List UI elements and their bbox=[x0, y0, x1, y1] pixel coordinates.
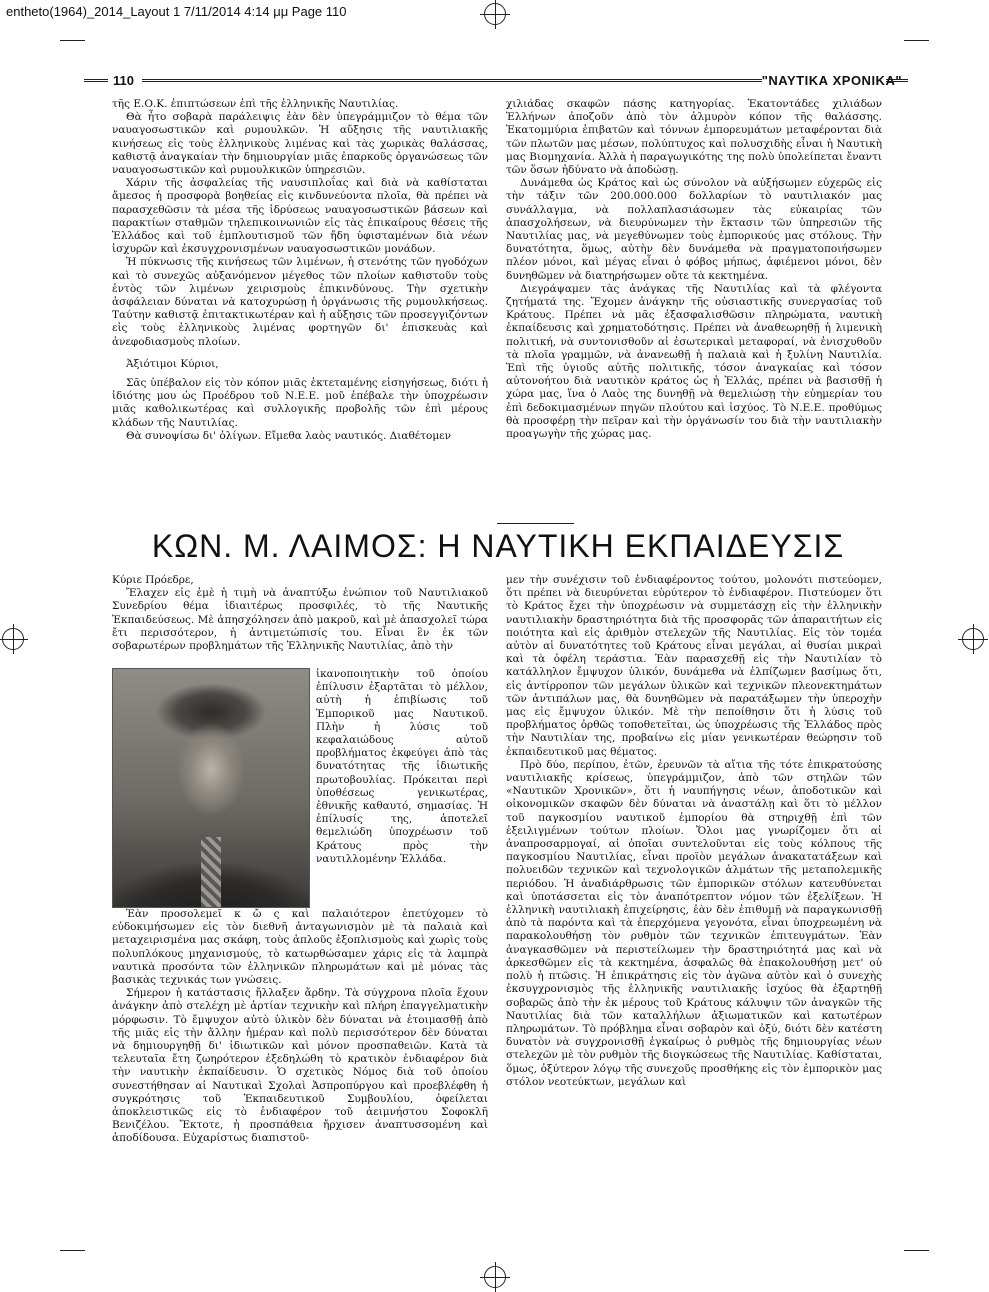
crop-mark bbox=[60, 1250, 85, 1251]
bottom-left-intro bbox=[112, 574, 488, 653]
paragraph: Θὰ συνοψίσω δι' ὀλίγων. Εἴμεθα λαὸς ναυτικός. Διαθέτομεν bbox=[126, 429, 451, 442]
paragraph: Ἡ πύκνωσις τῆς κινήσεως τῶν λιμένων, ἡ στενότης τῶν ηγοδόχων καὶ τὸ συνεχῶς αὐξανόμενον μέγεθος τῶν πλοίων καθιστοῦν τοὺς ἐντὸς τῶν λιμένων χειρισμοὺς ἐπικινδύνους. Τὴν σχετικὴν ἀσφάλειαν δύναται νὰ κατοχυρώσῃ ἡ ὀργάνωσις τῆς ρυμουλκήσεως. Ταύτην καθιστᾷ ἐπιτακτικωτέραν καὶ ἡ αὔξησις τῶν προσεγγιζόντων εἰς τοὺς ἑλληνικοὺς λιμένας φορτηγῶν δι' ἐπισκευὰς καὶ ἀνεφοδιασμοὺς πλοίων. bbox=[112, 256, 488, 348]
crop-mark bbox=[904, 40, 929, 41]
top-right-column bbox=[506, 98, 882, 441]
header-rule bbox=[142, 79, 762, 82]
page-number: 110 bbox=[113, 73, 134, 88]
registration-mark-top bbox=[484, 3, 506, 25]
paragraph: Ἔλαχεν εἰς ἐμὲ ἡ τιμὴ νὰ ἀναπτύξω ἐνώπιον τοῦ Ναυτιλιακοῦ Συνεδρίου θέμα ἰδιαιτέρως προσφιλές, τὸ τῆς Ναυτικῆς Ἐκπαιδεύσεως. Μὲ ἀπησχόλησεν ἀπὸ μακροῦ, καὶ μὲ ἀπασχολεῖ τώρα ἔτι περισσότερον, ἡ ἀντιμετώπισίς του. Εἶναι ἓν ἐκ τῶν σοβαρωτέρων προβλημάτων τῆς Ἑλληνικῆς Ναυτιλίας, ἀπὸ τὴν bbox=[112, 587, 488, 653]
salutation: Κύριε Πρόεδρε, bbox=[112, 574, 194, 586]
paragraph: Δυνάμεθα ὡς Κράτος καὶ ὡς σύνολον νὰ αὐξήσωμεν εὐχερῶς εἰς τὴν τάξιν τῶν 200.000.000 δολλαρίων τὸ ναυτιλιακόν μας συνάλλαγμα, νὰ πολλαπλασιάσωμεν τὰς εὐκαιρίας τῶν ἀπασχολήσεων, νὰ διευρύνωμεν τὴν ἔκτασιν τῶν ὑπηρεσιῶν τῆς Ναυτιλίας μας, νὰ μεγεθύνωμεν τοὺς ἐμπορικούς μας στόλους. Τὴν δυνατότητα, ὅμως, αὐτὴν δὲν δυνάμεθα νὰ πραγματοποιήσωμεν πλέον μόνοι, καὶ μέγας εἶναι ὁ φόβος μήπως, ἀφιέμενοι μόνοι, δὲν δυνηθῶμεν νὰ διατηρήσωμεν οὔτε τὰ κεκτημένα. bbox=[506, 177, 882, 282]
paragraph: Θὰ ἦτο σοβαρὰ παράλειψις ἐὰν δὲν ὑπεγράμμιζον τὸ θέμα τῶν ναυαγοσωστικῶν καὶ ρυμουλκῶν. Ἡ αὔξησις τῆς ναυτιλιακῆς κινήσεως εἰς τοὺς ἑλληνικοὺς λιμένας καὶ τὰς χωρικὰς θαλάσσας, καθιστᾷ ἀναγκαίαν τὴν δημιουργίαν μιᾶς ἐπαρκοῦς ὀργανώσεως τῶν ναυαγοσωστικῶν καὶ ρυμουλκικῶν ὑπηρεσιῶν. bbox=[112, 111, 488, 177]
author-portrait-photo bbox=[112, 668, 310, 908]
paragraph: Ἐὰν προσολεμεῖ κ ὤ ς καὶ παλαιότερον ἐπετύχομεν τὸ εὐδοκιμήσωμεν εἰς τὸν διεθνῆ ἀνταγωνισμὸν μὲ τὰ παλαιὰ καὶ μεταχειρισμένα μας σκάφη, τοὺς ἁπλοῦς ἐξοπλισμοὺς καὶ χωρὶς τοὺς πολυπλόκους μηχανισμούς, τὸ κατωρθώσαμεν χάρις εἰς τὰ λαμπρὰ ναυτικὰ προσόντα τῶν ἑλληνικῶν πληρωμάτων καὶ μὲ μόνας τὰς βασικὰς τεχνικάς των γνώσεις. bbox=[112, 908, 488, 987]
paragraph: Χάριν τῆς ἀσφαλείας τῆς ναυσιπλοΐας καὶ διὰ νὰ καθίσταται ἄμεσος ἡ προσφορὰ βοηθείας εἰς κινδυνεύοντα πλοῖα, θὰ πρέπει νὰ παρασχεθῶσιν τὰ μέσα τῆς ἱδρύσεως ναυαγοσωστικῶν βάσεων καὶ παρακτίων σταθμῶν τηλεπικοινωνιῶν εἰς τὰς ἐπικαίρους θέσεις τῆς Ἑλλάδος καὶ τοῦ ἐμπλουτισμοῦ τῶν ἤδη ὑφισταμένων διὰ νέων ἰσχυρῶν καὶ ἐκσυγχρονισμένων ναυαγοσωστικῶν μονάδων. bbox=[112, 177, 488, 256]
paragraph: μεν τὴν συνέχισιν τοῦ ἐνδιαφέροντος τούτου, μολονότι πιστεύομεν, ὅτι πρέπει νὰ διευρύνεται εὐρύτερον τὸ ἐνδιαφέρον. Πιστεύομεν ὅτι τὸ Κράτος ἔχει τὴν ὑποχρέωσιν νὰ συμμετάσχῃ εἰς τὴν ἑλληνικὴν ναυτιλιακὴν δραστηριότητα διὰ τῆς προσφορᾶς τῶν ἀπαραιτήτων εἰς ποιότητα καὶ εἰς ἀριθμὸν στελεχῶν τῆς Ναυτιλίας. Εἰς τὸν τομέα αὐτὸν αἱ δυνατότητες τοῦ Κράτους εἶναι μεγάλαι, αἱ θυσίαι μικραὶ καὶ τὰ ὀφέλη τεράστια. Ἐὰν παρασχεθῇ εἰς τὴν Ναυτιλίαν τὸ κατάλληλον ἔμψυχον ὑλικόν, δυνάμεθα νὰ ἐλπίζωμεν βασίμως ὅτι, εἰς ἀντίρροπον τῶν μεγάλων ὑλικῶν καὶ τεχνικῶν πλεονεκτημάτων τῶν ἀντιπάλων μας, θὰ δυνηθῶμεν νὰ παρατάξωμεν τὴν ὑπεροχὴν μας εἰς ἔμψυχον ὑλικόν. Μὲ τὴν πεποίθησιν ὅτι ἡ λύσις τοῦ προβλήματος ὀρθῶς τοποθετεῖται, ὡς ὑποχρέωσις τῆς Ἑλλάδος πρὸς τὴν Ναυτιλίαν της, προβαίνω εἰς μίαν γενικωτέραν θεώρησιν τοῦ ἐκπαιδευτικοῦ μας θέματος. bbox=[506, 574, 882, 758]
paragraph: Πρὸ δύο, περίπου, ἐτῶν, ἐρευνῶν τὰ αἴτια τῆς τότε ἐπικρατούσης ναυτιλιακῆς κρίσεως, ὑπεγράμμιζον, ἀπὸ τῶν στηλῶν τῶν «Ναυτικῶν Χρονικῶν», ὅτι ἡ ναυπήγησις νέων, ἀποδοτικῶν καὶ οἰκονομικῶν σκαφῶν δὲν δύναται νὰ ἀναστάλῃ καὶ ὅτι τὸ μέλλον τοῦ παγκοσμίου ναυτικοῦ ἐμπορίου θὰ στηριχθῇ ἐπὶ τῶν ἐξειλιγμένων τούτων πλοίων. Ὅλοι μας γνωρίζομεν ὅτι αἱ ἀναπροσαρμογαί, αἱ ὁποῖαι συντελοῦνται εἰς τοὺς κόλπους τῆς παγκοσμίου Ναυτιλίας, εἶναι προϊὸν μεγάλων ἀνακατατάξεων καὶ πολυειδῶν τεχνικῶν καὶ τεχνολογικῶν ἁλμάτων τῆς μεταπολεμικῆς περιόδου. Ἡ ἀναδιάρθρωσις τῶν ἐμπορικῶν στόλων κατευθύνεται καὶ ὑποτάσσεται εἰς τὸν ἀναπότρεπτον νόμον τῶν ἐξελίξεων. Ἡ ἑλληνικὴ ναυτιλιακὴ ἐπιχείρησις, ἐὰν δὲν ἐπιθυμῇ νὰ παραγκωνισθῇ ἀπὸ τὰ παρόντα καὶ τὰ ἐπερχόμενα γεγονότα, εἶναι ὑποχρεωμένη νὰ παρακολουθήσῃ τὸν ρυθμὸν τῶν τεχνικῶν ἐπιτευγμάτων. Ἐὰν ἀναγκασθῶμεν νὰ περιστείλωμεν τὴν δραστηριότητά μας καὶ νὰ ἀρκεσθῶμεν εἰς τὰ κεκτημένα, ἀσφαλῶς θὰ ἐπακολουθήσῃ μετ' οὐ πολὺ ἡ πτῶσις. Ἡ ἐπικράτησις εἰς τὸν ἀγῶνα αὐτὸν καὶ ὁ συνεχὴς ἐκσυγχρονισμὸς τῆς ἑλληνικῆς ναυτιλιακῆς ἰσχύος θὰ ἐξαρτηθῇ σοβαρῶς ἀπὸ τὴν ἐκ μέρους τοῦ Κράτους κάλυψιν τῶν ἀναγκῶν τῆς Ναυτιλίας διὰ τῶν καταλλήλων ἀξιωματικῶν καὶ κατωτέρων πληρωμάτων. Τὸ πρόβλημα εἶναι σοβαρὸν καὶ ὀξύ, διότι δὲν κατέστη δυνατὸν νὰ συγχρονισθῇ ἐγκαίρως ὁ ρυθμὸς τῆς δημιουργίας νέων στελεχῶν μὲ τὸν ρυθμὸν τῆς διογκώσεως τῆς Ναυτιλίας. Καθίσταται, ὅμως, ὀξύτερον λόγῳ τῆς συνεχοῦς προσθήκης εἰς τὸν ἐμπορικὸν μας στόλον νεοτεύκτων, μεγάλων καὶ bbox=[506, 758, 882, 1088]
paragraph: ἱκανοποιητικὴν τοῦ ὁποίου ἐπίλυσιν ἐξαρτᾶται τὸ μέλλον, αὐτὴ ἡ ἐπιβίωσις τοῦ Ἐμπορικοῦ μας Ναυτικοῦ. Πλὴν ἡ λύσις τοῦ κεφαλαιώδους αὐτοῦ προβλήματος ἐκφεύγει ἀπὸ τὰς δυνατότητας τῆς ἰδιωτικῆς πρωτοβουλίας. Πρόκειται περὶ ὑποθέσεως γενικωτέρας, ἐθνικῆς καθαυτό, σημασίας. Ἡ ἐπίλυσίς της, ἀποτελεῖ θεμελιώδη ὑποχρέωσιν τοῦ Κράτους πρὸς τὴν ναυτιλλομένην Ἑλλάδα. bbox=[316, 668, 488, 865]
crop-mark bbox=[904, 1250, 929, 1251]
header-rule bbox=[84, 79, 108, 82]
section-divider bbox=[497, 523, 574, 524]
paragraph: Σήμερον ἡ κατάστασις ἤλλαξεν ἄρδην. Τὰ σύγχρονα πλοῖα ἔχουν ἀνάγκην ἀπὸ στελέχη μὲ ἀρτίαν τεχνικὴν καὶ πλήρη ἐπαγγελματικὴν μόρφωσιν. Τὸ ἔμψυχον αὐτὸ ὑλικὸν δὲν δύναται νὰ ἑτοιμασθῇ ἀπὸ τῆς μιᾶς εἰς τὴν ἄλλην ἡμέραν καὶ πολὺ περισσότερον δὲν δύναται νὰ δημιουργηθῇ δι' ἰδιωτικῶν καὶ μόνον προσπαθειῶν. Κατὰ τὰ τελευταῖα ἔτη ζωηρότερον ἐξεδηλώθη τὸ κρατικὸν ἐνδιαφέρον διὰ τὴν ναυτικὴν ἐκπαίδευσιν. Ὁ σχετικὸς Νόμος διὰ τοῦ ὁποίου συνεστήθησαν αἱ Ναυτικαὶ Σχολαὶ Ἀσπροπύργου καὶ προεβλέφθη ἡ συγκρότησις τοῦ Ἐκπαιδευτικοῦ Συμβουλίου, ὀφείλεται ἀποκλειστικῶς εἰς τὸ ἐνδιαφέρον τοῦ ἀειμνήστου Σοφοκλῆ Βενιζέλου. Ἔκτοτε, ἡ προσπάθεια ἤρχισεν ἀναπτυσσομένη καὶ ἀποδίδουσα. Εὐχαρίστως διαπιστοῦ- bbox=[112, 987, 488, 1145]
journal-title: "ΝΑΥΤΙΚΑ ΧΡΟΝΙΚΑ" bbox=[761, 73, 902, 88]
registration-mark-right bbox=[962, 628, 984, 650]
bottom-left-column bbox=[112, 908, 488, 1146]
bottom-right-column bbox=[506, 574, 882, 1089]
salutation: Ἀξιότιμοι Κύριοι, bbox=[126, 357, 219, 370]
paragraph: Σᾶς ὑπέβαλον εἰς τὸν κόπον μιᾶς ἐκτεταμένης εἰσηγήσεως, διότι ἡ ἰδιότης μου ὡς Προέδρου τοῦ Ν.Ε.Ε. μοῦ ἐπέβαλε τὴν ὑποχρέωσιν μιᾶς καθολικωτέρας καὶ συλλογικῆς προβολῆς τῶν ἐπὶ μέρους κλάδων τῆς Ναυτιλίας. bbox=[112, 377, 488, 429]
top-left-column bbox=[112, 98, 488, 443]
article-headline: ΚΩΝ. Μ. ΛΑΙΜΟΣ: Η ΝΑΥΤΙΚΗ ΕΚΠΑΙΔΕΥΣΙΣ bbox=[151, 528, 845, 564]
paragraph: τῆς Ε.Ο.Κ. ἐπιπτώσεων ἐπὶ τῆς ἑλληνικῆς Ναυτιλίας. bbox=[112, 98, 399, 110]
crop-mark bbox=[60, 40, 85, 41]
print-slug: entheto(1964)_2014_Layout 1 7/11/2014 4:14 μμ Page 110 bbox=[6, 4, 347, 19]
paragraph: Διεγράψαμεν τὰς ἀνάγκας τῆς Ναυτιλίας καὶ τὰ φλέγοντα ζητήματά της. Ἔχομεν ἀνάγκην τῆς οὐσιαστικῆς συνεργασίας τοῦ Κράτους. Πρέπει νὰ μᾶς ἐξασφαλισθῶσιν πληρώματα, ναυτικὴ ἐκπαίδευσις καὶ χρηματοδότησις. Πρέπει νὰ ἀναθεωρηθῇ ἡ λιμενικὴ πολιτική, νὰ συντονισθοῦν αἱ ἐσωτερικαὶ μεταφοραί, νὰ ἐνισχυθοῦν τὰ πλοῖα γραμμῶν, νὰ ἀνανεωθῇ ἡ παλαιὰ καὶ ἡ ξυλίνη Ναυτιλία. Ἐπὶ τῆς ὑγιοῦς αὐτῆς πολιτικῆς, τόσον ἀναγκαίας καὶ τόσον αὐτονοήτου διὰ ναυτικὸν κράτος ὡς ἡ Ἑλλάς, πρέπει νὰ βασισθῇ ἡ χώρα μας, ἵνα ὁ Λαὸς της δυνηθῇ νὰ θεμελιώσῃ τὴν εὐημερίαν του ἐπὶ δεδοκιμασμένων πηγῶν πλούτου καὶ ἰσχύος. Τὸ Ν.Ε.Ε. προθύμως θὰ προσφέρῃ τὴν πεῖραν καὶ τὴν ὀργάνωσίν του διὰ τὴν ναυτιλιακὴν προαγωγὴν τῆς χώρας μας. bbox=[506, 282, 882, 441]
registration-mark-bottom bbox=[484, 1266, 506, 1288]
registration-mark-left bbox=[2, 628, 24, 650]
bottom-left-wrap-text bbox=[316, 668, 488, 866]
paragraph: χιλιάδας σκαφῶν πάσης κατηγορίας. Ἑκατοντάδες χιλιάδων Ἑλλήνων ἀποζοῦν ἀπὸ τὸν ἁλμυρὸν κόπον τῆς θαλάσσης. Ἑκατομμύρια ἐπιβατῶν καὶ τόννων ἐμπορευμάτων μεταφέρονται διὰ τῶν πλωτῶν μας μέσων, πολύπτυχος καὶ πολυσχιδὴς εἶναι ἡ Ναυτικὴ μας Βιομηχανία. Ἀλλὰ ἡ παραγωγικότης της πολὺ ὑπολείπεται ἔναντι τῶν ὅσων ἠδύνατο νὰ ἀποδώσῃ. bbox=[506, 98, 882, 177]
